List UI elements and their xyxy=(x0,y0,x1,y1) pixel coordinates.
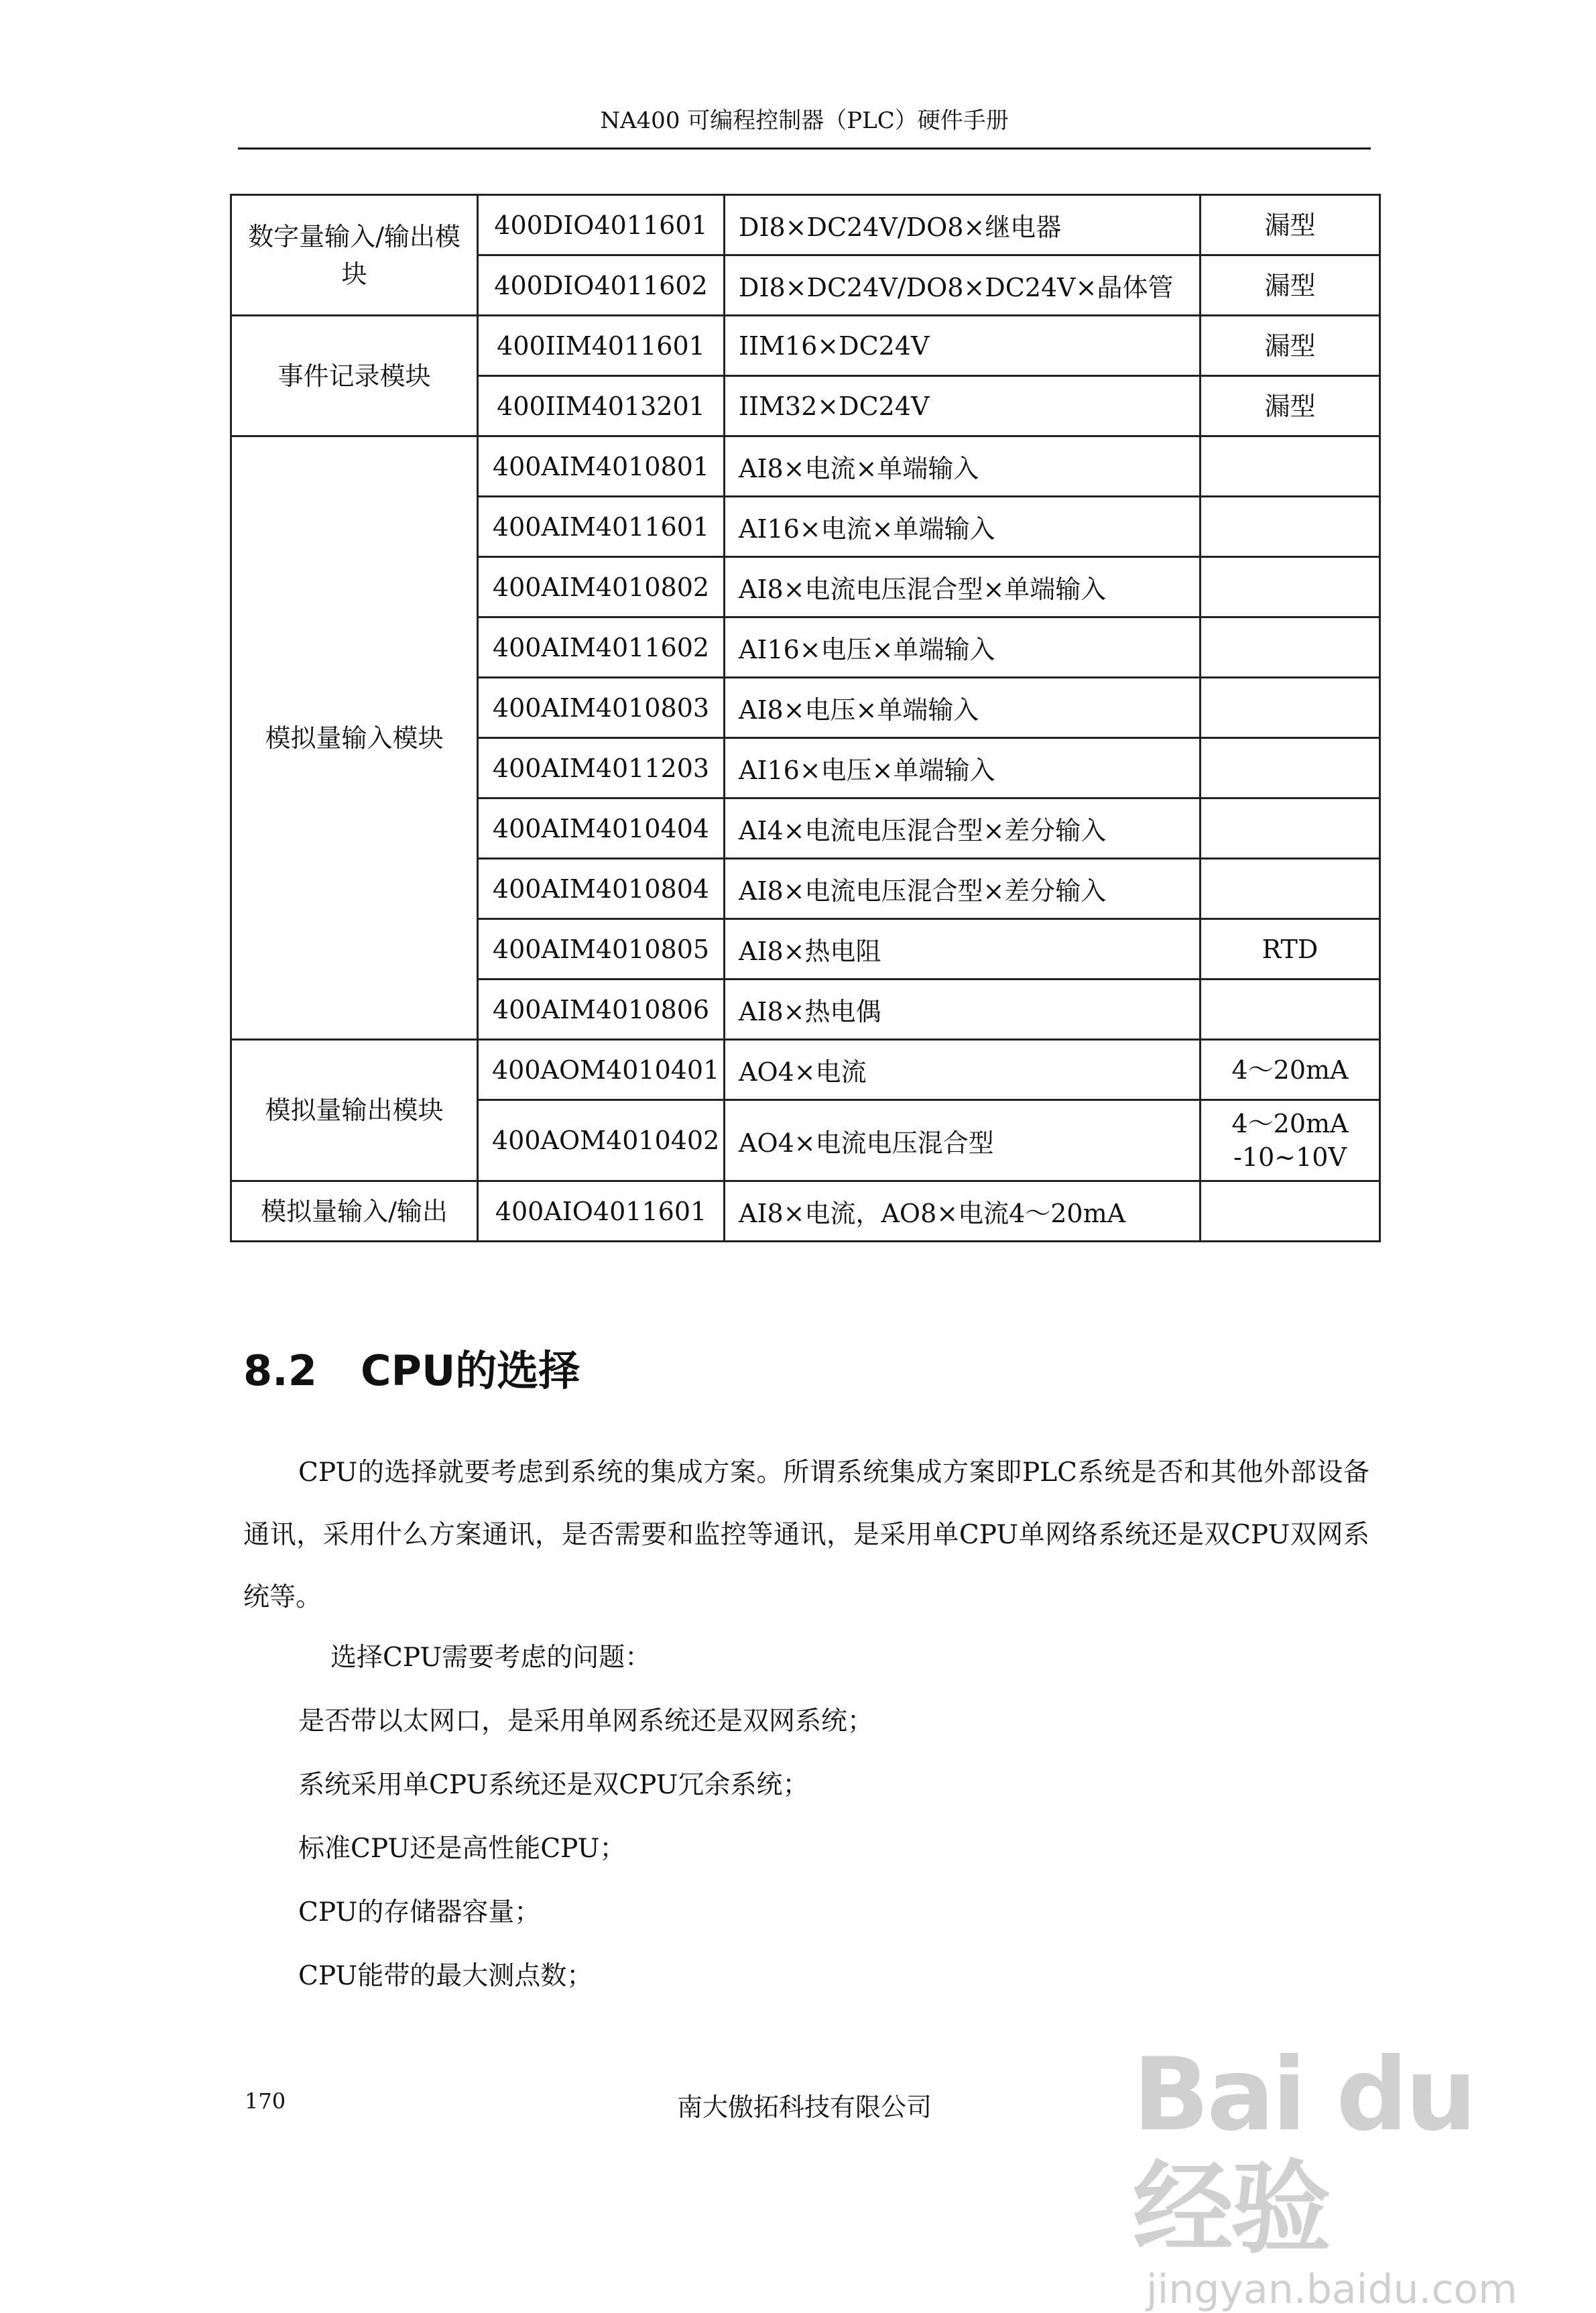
note-cell: 漏型 xyxy=(1201,316,1380,376)
description-cell: AI16×电流×单端输入 xyxy=(725,497,1201,557)
description-cell: AI8×电流×单端输入 xyxy=(725,436,1201,497)
section-heading xyxy=(243,1338,580,1397)
description-cell: AI16×电压×单端输入 xyxy=(725,738,1201,798)
category-cell: 模拟量输入模块 xyxy=(231,436,478,1040)
model-cell: 400AIM4010802 xyxy=(478,557,725,617)
section-title: CPU的选择 xyxy=(361,1346,580,1395)
description-cell: AI8×电流，AO8×电流4～20mA xyxy=(725,1181,1201,1242)
note-cell xyxy=(1201,738,1380,798)
description-cell: DI8×DC24V/DO8×继电器 xyxy=(725,195,1201,255)
note-cell xyxy=(1201,617,1380,678)
description-cell: IIM16×DC24V xyxy=(725,316,1201,376)
description-cell: AI4×电流电压混合型×差分输入 xyxy=(725,798,1201,859)
note-cell xyxy=(1201,557,1380,617)
model-cell: 400DIO4011602 xyxy=(478,255,725,316)
description-cell: AI8×热电偶 xyxy=(725,980,1201,1040)
model-cell: 400DIO4011601 xyxy=(478,195,725,255)
description-cell: AO4×电流 xyxy=(725,1040,1201,1100)
note-cell: 漏型 xyxy=(1201,376,1380,436)
category-cell: 模拟量输入/输出 xyxy=(231,1181,478,1242)
watermark-logo: Bai du 经验 xyxy=(1133,2037,1475,2267)
model-cell: 400AIM4011203 xyxy=(478,738,725,798)
table-row xyxy=(231,1181,1380,1242)
description-cell: AI8×电流电压混合型×差分输入 xyxy=(725,859,1201,919)
model-cell: 400IIM4011601 xyxy=(478,316,725,376)
note-cell: 漏型 xyxy=(1201,195,1380,255)
note-cell xyxy=(1201,798,1380,859)
category-cell: 事件记录模块 xyxy=(231,316,478,436)
table-row xyxy=(231,316,1380,376)
note-line: -10~10V xyxy=(1233,1142,1347,1172)
description-cell: DI8×DC24V/DO8×DC24V×晶体管 xyxy=(725,255,1201,316)
description-cell: AI8×电压×单端输入 xyxy=(725,678,1201,738)
model-cell: 400AIO4011601 xyxy=(478,1181,725,1242)
note-cell: 漏型 xyxy=(1201,255,1380,316)
section-number: 8.2 xyxy=(243,1346,317,1395)
watermark-url: jingyan.baidu.com xyxy=(1146,2266,1518,2313)
note-cell: 4～20mA xyxy=(1201,1040,1380,1100)
list-lead: 选择CPU需要考虑的问题： xyxy=(330,1643,652,1673)
footer-company: 南大傲拓科技有限公司 xyxy=(676,2092,932,2122)
list-item: 标准CPU还是高性能CPU； xyxy=(298,1834,626,1864)
model-cell: 400AIM4011601 xyxy=(478,497,725,557)
table-row xyxy=(231,436,1380,497)
model-cell: 400IIM4013201 xyxy=(478,376,725,436)
category-cell: 模拟量输出模块 xyxy=(231,1040,478,1181)
list-item: CPU能带的最大测点数； xyxy=(298,1961,593,1991)
question-list xyxy=(243,1626,1369,2008)
description-cell: AI16×电压×单端输入 xyxy=(725,617,1201,678)
table-row xyxy=(231,1040,1380,1100)
model-cell: 400AIM4010803 xyxy=(478,678,725,738)
module-table xyxy=(230,194,1381,1242)
body-paragraph: CPU的选择就要考虑到系统的集成方案。所谓系统集成方案即PLC系统是否和其他外部设备通讯，采用什么方案通讯，是否需要和监控等通讯，是采用单CPU单网络系统还是双CPU双网系统等。 xyxy=(243,1458,1369,1612)
category-cell: 数字量输入/输出模块 xyxy=(231,195,478,316)
description-cell: AI8×电流电压混合型×单端输入 xyxy=(725,557,1201,617)
page-number: 170 xyxy=(245,2088,286,2114)
model-cell: 400AIM4010801 xyxy=(478,436,725,497)
description-cell: AI8×热电阻 xyxy=(725,919,1201,980)
note-cell xyxy=(1201,980,1380,1040)
note-cell xyxy=(1201,859,1380,919)
model-cell: 400AIM4010806 xyxy=(478,980,725,1040)
note-cell: RTD xyxy=(1201,919,1380,980)
note-cell xyxy=(1201,497,1380,557)
note-cell xyxy=(1201,436,1380,497)
model-cell: 400AIM4010804 xyxy=(478,859,725,919)
list-item: 系统采用单CPU系统还是双CPU冗余系统； xyxy=(298,1770,809,1800)
description-cell: IIM32×DC24V xyxy=(725,376,1201,436)
note-cell xyxy=(1201,1100,1380,1181)
table-row xyxy=(231,195,1380,255)
list-item: 是否带以太网口，是采用单网系统还是双网系统； xyxy=(298,1706,874,1736)
running-header: NA400 可编程控制器（PLC）硬件手册 xyxy=(600,107,1009,134)
note-cell xyxy=(1201,1181,1380,1242)
description-cell: AO4×电流电压混合型 xyxy=(725,1100,1201,1181)
model-cell: 400AIM4011602 xyxy=(478,617,725,678)
note-line: 4～20mA xyxy=(1231,1109,1349,1138)
model-cell: 400AOM4010401 xyxy=(478,1040,725,1100)
header-rule xyxy=(238,147,1371,150)
list-item: CPU的存储器容量； xyxy=(298,1897,541,1927)
model-cell: 400AIM4010805 xyxy=(478,919,725,980)
baidu-watermark xyxy=(1133,2037,1562,2313)
model-cell: 400AIM4010404 xyxy=(478,798,725,859)
model-cell: 400AOM4010402 xyxy=(478,1100,725,1181)
note-cell xyxy=(1201,678,1380,738)
